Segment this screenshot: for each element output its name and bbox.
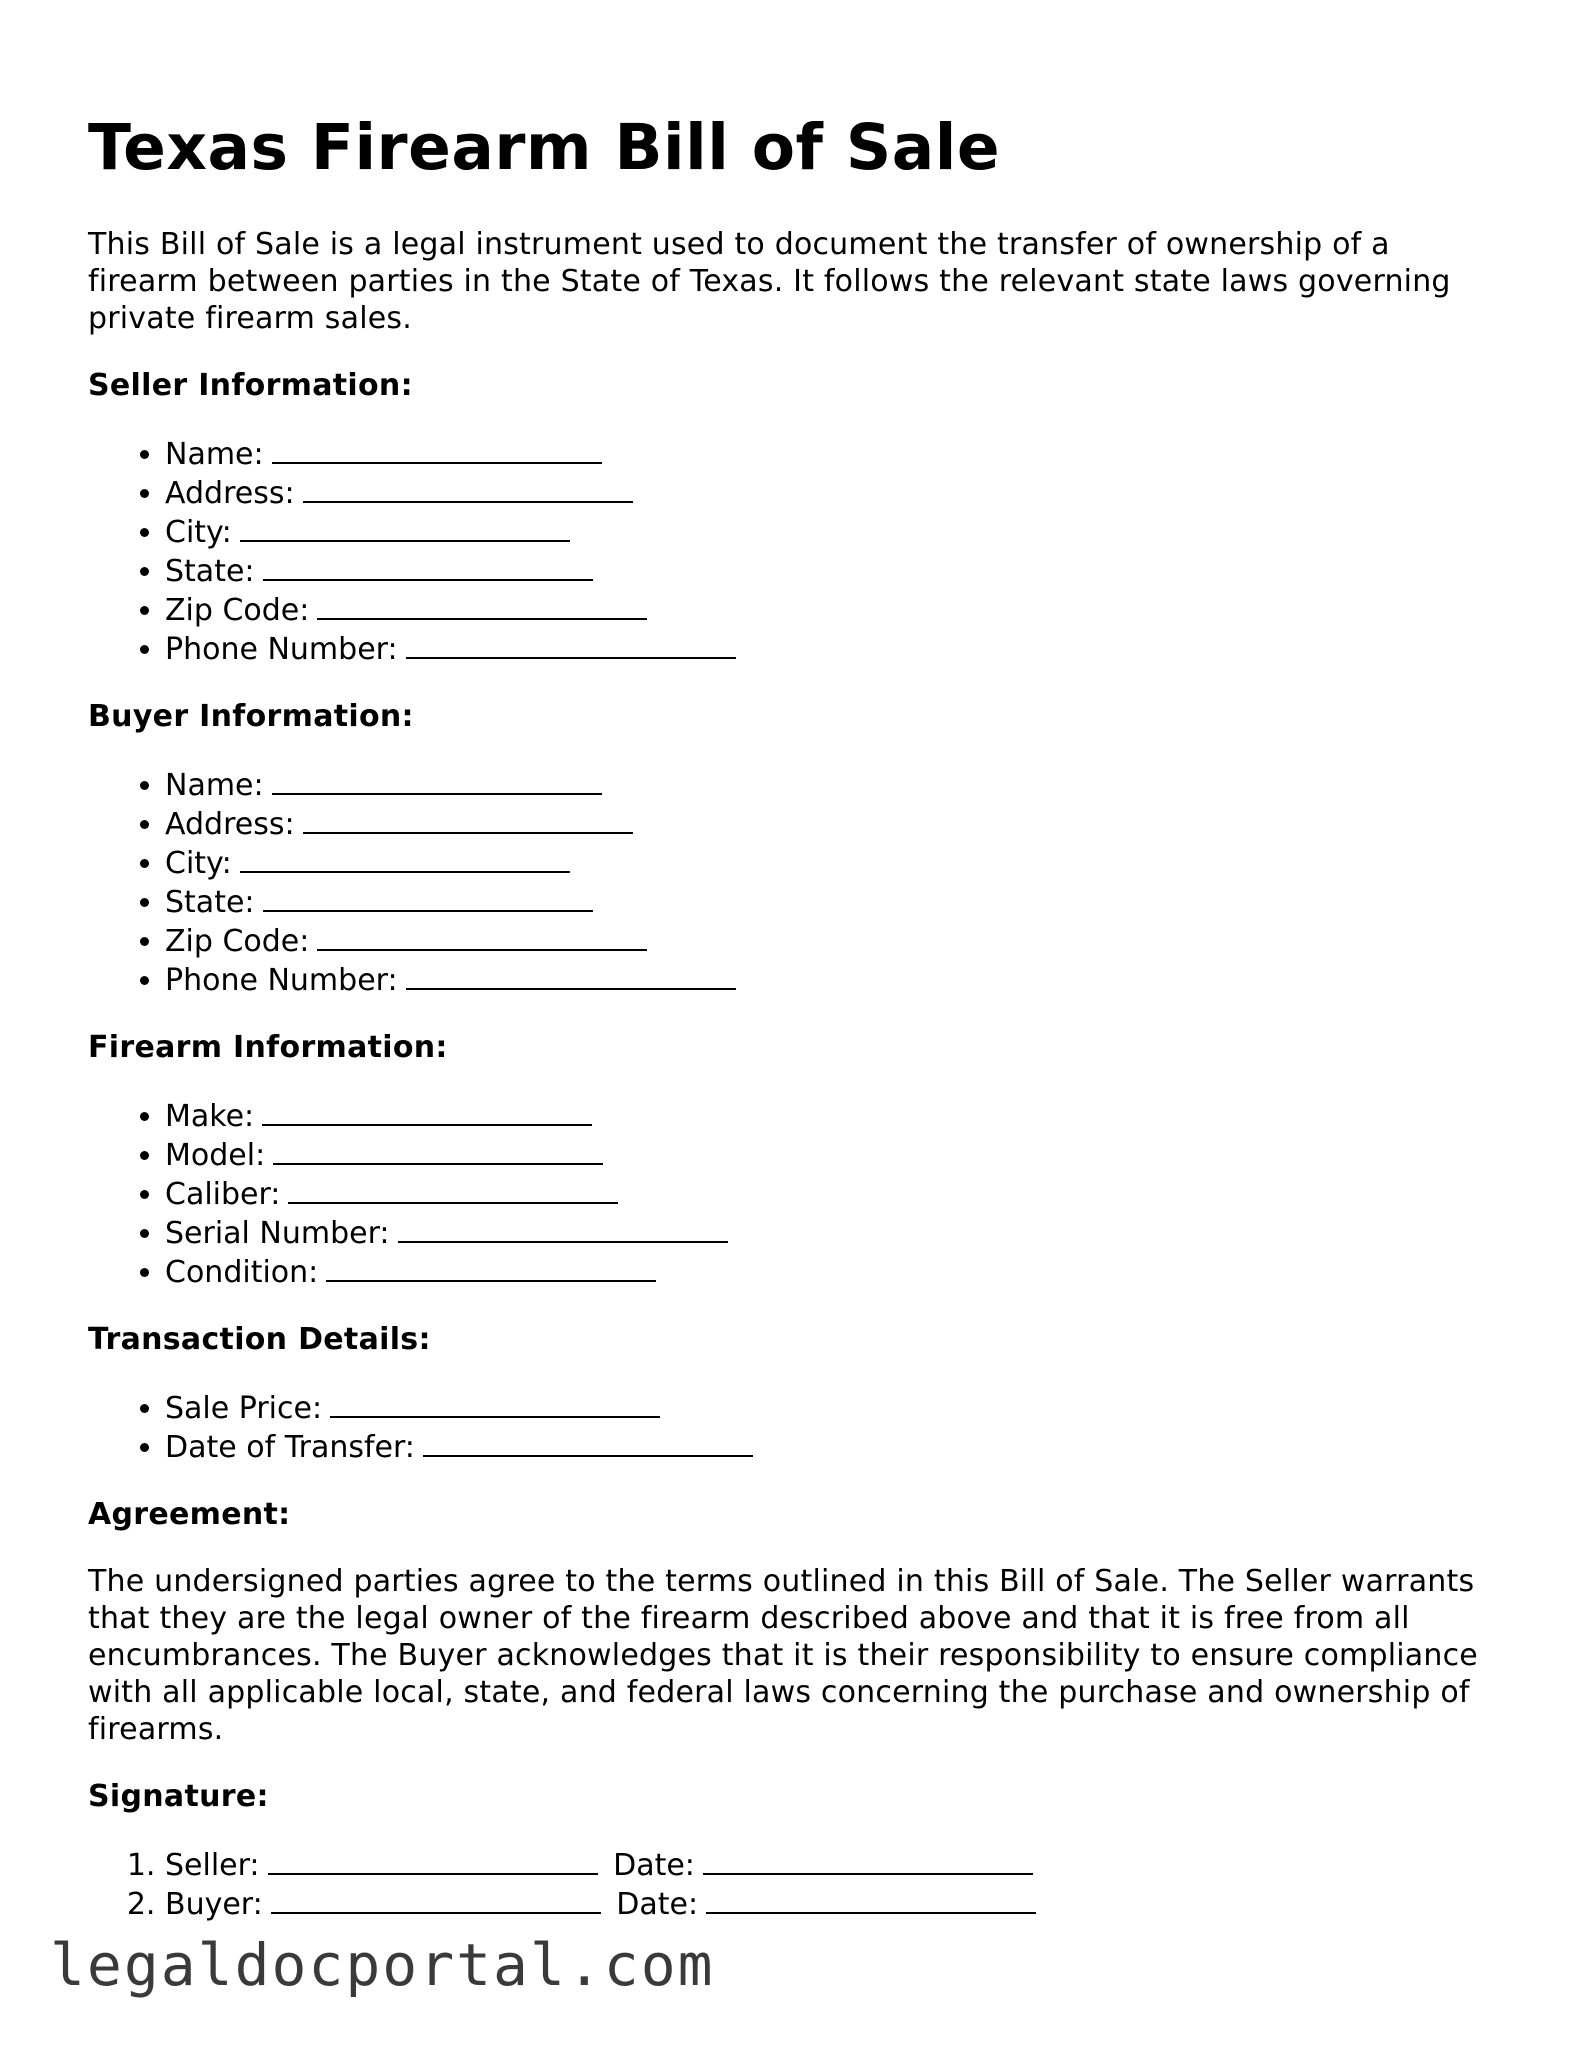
document-page [88,108,1508,1953]
firearm-caliber-blank[interactable] [288,1174,618,1204]
buyer-address-item: • Address: [165,804,1508,843]
seller-signature-date-blank[interactable] [703,1845,1033,1875]
firearm-condition-item: • Condition: [165,1252,1508,1291]
buyer-phone-blank[interactable] [406,960,736,990]
buyer-section-heading: Buyer Information: [88,699,414,734]
buyer-signature-item: 2. Buyer: Date: [165,1884,1508,1923]
transfer-date-blank[interactable] [423,1427,753,1457]
firearm-section-heading: Firearm Information: [88,1030,448,1065]
buyer-state-item: • State: [165,882,1508,921]
firearm-model-item: • Model: [165,1135,1508,1174]
transaction-section-heading: Transaction Details: [88,1322,431,1357]
signature-section-heading: Signature: [88,1779,269,1814]
agreement-paragraph: The undersigned parties agree to the terms outlined in this Bill of Sale. The Seller warrants that they are the legal owner of the firearm described above and that it is free from all encumbrances. The Buyer acknowledges that it is their responsibility to ensure compliance with all applicable local, state, and federal laws concerning the purchase and ownership of firearms. [88,1564,1478,1747]
site-watermark: legaldocportal.com [50,1931,715,1999]
buyer-signature-date-blank[interactable] [706,1884,1036,1914]
buyer-name-item: • Name: [165,765,1508,804]
intro-paragraph: This Bill of Sale is a legal instrument used to document the transfer of ownership of a firearm between parties in the State of Texas. It follows the relevant state laws governing private firearm sales. [88,227,1451,336]
seller-state-item: • State: [165,551,1508,590]
transfer-date-item: • Date of Transfer: [165,1427,1508,1466]
firearm-model-blank[interactable] [273,1135,603,1165]
seller-state-blank[interactable] [263,551,593,581]
seller-city-blank[interactable] [240,512,570,542]
page-title: Texas Firearm Bill of Sale [88,111,1001,184]
buyer-zip-blank[interactable] [317,921,647,951]
seller-zip-blank[interactable] [317,590,647,620]
buyer-city-item: • City: [165,843,1508,882]
seller-address-item: • Address: [165,473,1508,512]
firearm-caliber-item: • Caliber: [165,1174,1508,1213]
seller-city-item: • City: [165,512,1508,551]
firearm-make-item: • Make: [165,1096,1508,1135]
seller-phone-item: • Phone Number: [165,629,1508,668]
buyer-phone-item: • Phone Number: [165,960,1508,999]
seller-signature-item: 1. Seller: Date: [165,1845,1508,1884]
agreement-section-heading: Agreement: [88,1497,291,1532]
buyer-address-blank[interactable] [303,804,633,834]
seller-address-blank[interactable] [303,473,633,503]
buyer-signature-blank[interactable] [271,1884,601,1914]
firearm-serial-blank[interactable] [398,1213,728,1243]
firearm-condition-blank[interactable] [326,1252,656,1282]
firearm-make-blank[interactable] [262,1096,592,1126]
sale-price-blank[interactable] [330,1388,660,1418]
firearm-field-list [88,1096,1508,1291]
seller-zip-item: • Zip Code: [165,590,1508,629]
seller-field-list [88,434,1508,668]
seller-phone-blank[interactable] [406,629,736,659]
signature-list [88,1845,1508,1923]
buyer-field-list [88,765,1508,999]
seller-signature-blank[interactable] [268,1845,598,1875]
seller-name-blank[interactable] [272,434,602,464]
seller-name-item: • Name: [165,434,1508,473]
firearm-serial-item: • Serial Number: [165,1213,1508,1252]
sale-price-item: • Sale Price: [165,1388,1508,1427]
buyer-state-blank[interactable] [263,882,593,912]
buyer-zip-item: • Zip Code: [165,921,1508,960]
transaction-field-list [88,1388,1508,1466]
buyer-city-blank[interactable] [240,843,570,873]
seller-section-heading: Seller Information: [88,368,413,403]
buyer-name-blank[interactable] [272,765,602,795]
